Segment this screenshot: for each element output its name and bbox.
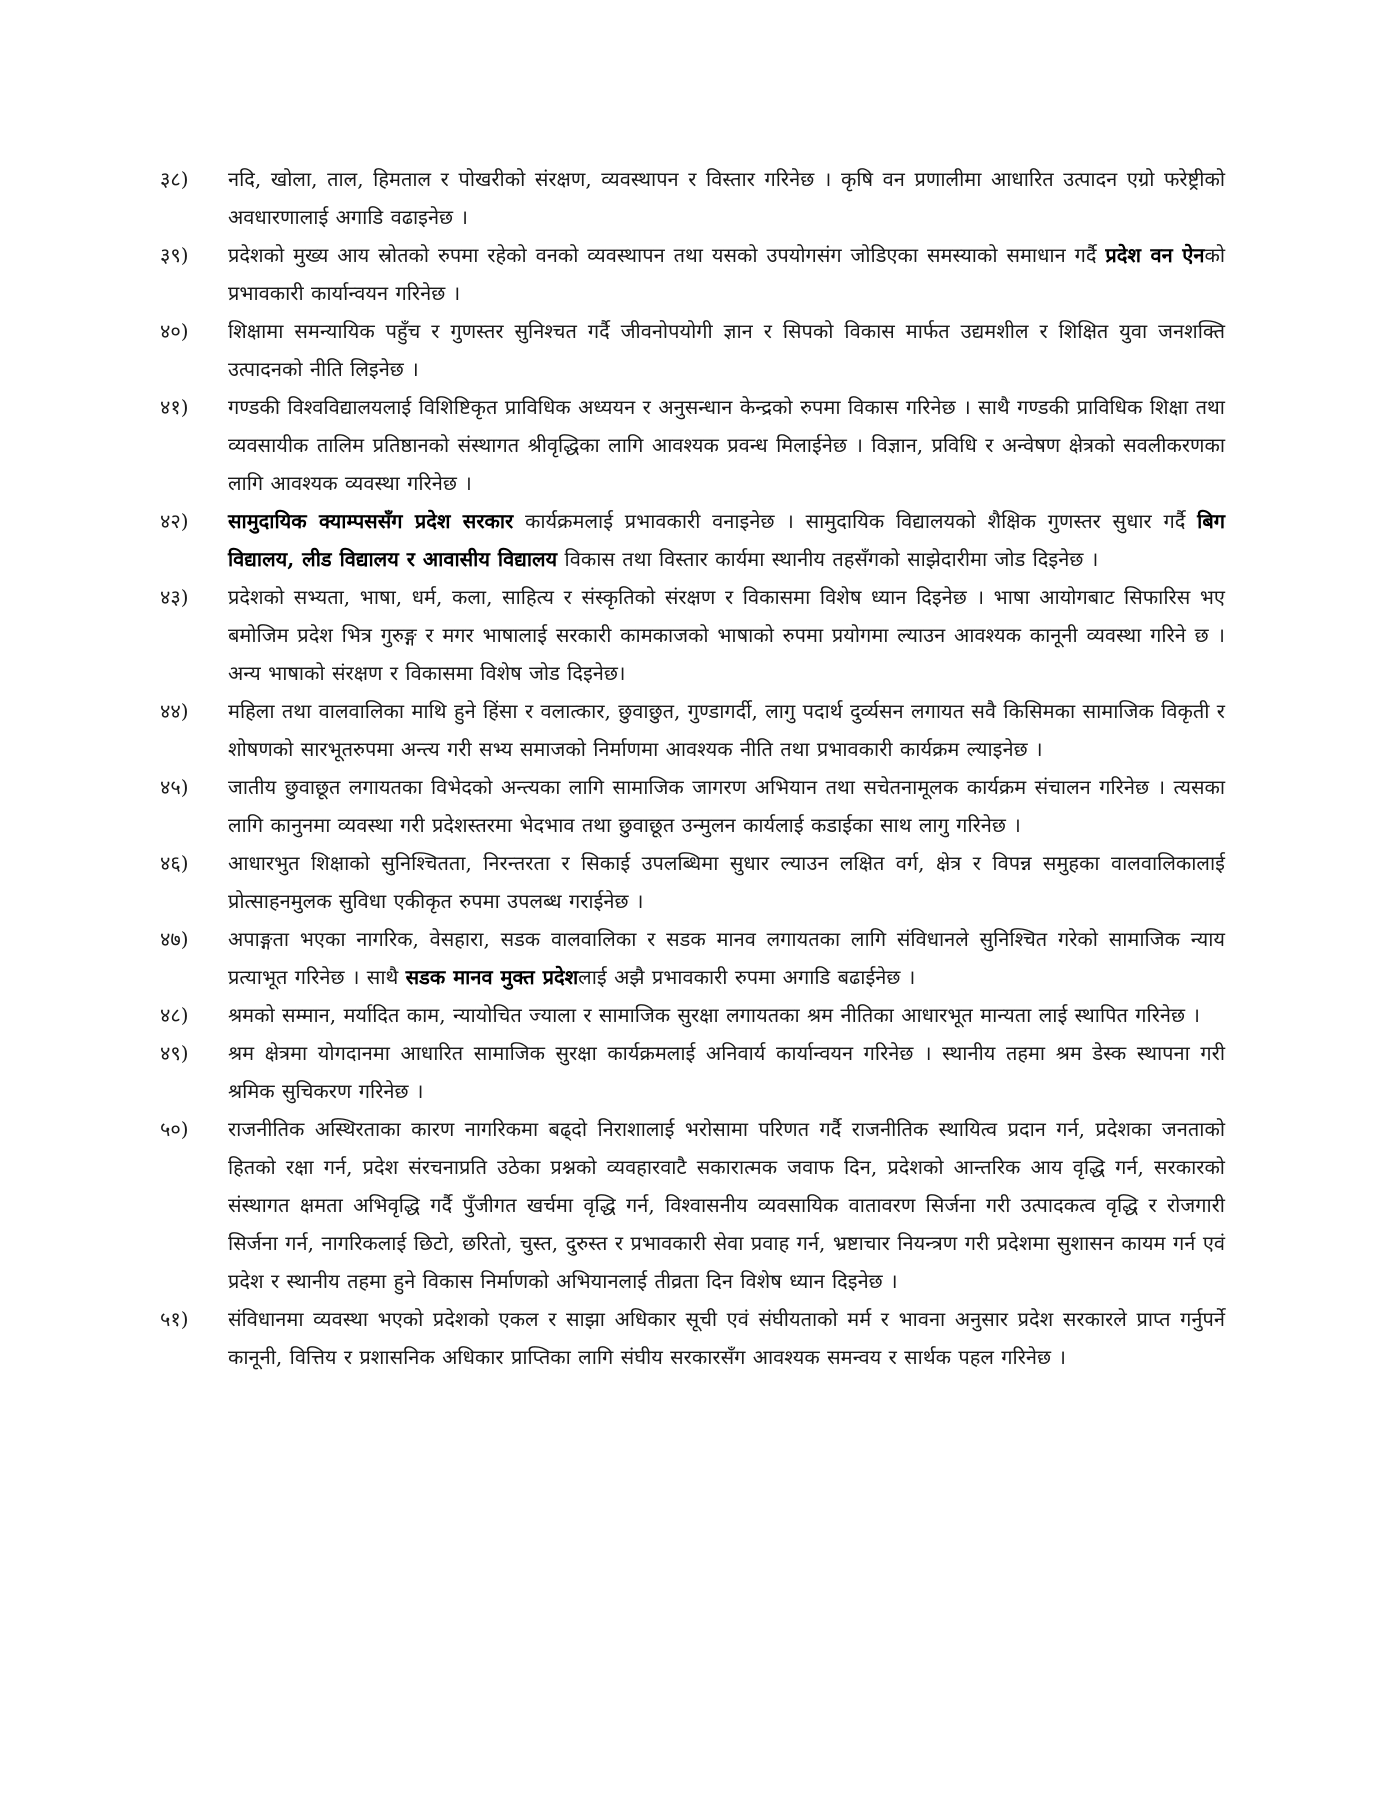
item-number: ४२): [160, 509, 189, 533]
text-segment: अपाङ्गता भएका नागरिक, वेसहारा, सडक वालवालिका र सडक मानव लगायतका लागि संविधानले सुनिश्चित गरेको सामाजिक न्याय प्रत्याभूत गरिनेछ । साथै: [228, 927, 1225, 989]
list-item: [160, 312, 1225, 388]
bold-phrase: सडक मानव मुक्त प्रदेश: [405, 965, 579, 989]
item-text: [228, 692, 1225, 768]
text-segment: लाई अझै प्रभावकारी रुपमा अगाडि बढाईनेछ ।: [578, 965, 916, 989]
item-number: ४४): [160, 699, 189, 723]
item-text: [228, 160, 1225, 236]
bold-phrase: सामुदायिक क्याम्पससँग प्रदेश सरकार: [228, 509, 514, 533]
item-number: ४७): [160, 927, 189, 951]
item-text: [228, 768, 1225, 844]
text-segment: श्रम क्षेत्रमा योगदानमा आधारित सामाजिक सुरक्षा कार्यक्रमलाई अनिवार्य कार्यान्वयन गरिनेछ । स्थानीय तहमा श्रम डेस्क स्थापना गरी श्रमिक सुचिकरण गरिनेछ ।: [228, 1041, 1225, 1103]
item-text: [228, 1110, 1225, 1300]
text-segment: राजनीतिक अस्थिरताका कारण नागरिकमा बढ्दो निराशालाई भरोसामा परिणत गर्दै राजनीतिक स्थायित्व प्रदान गर्न, प्रदेशका जनताको हितको रक्षा गर्न, प्रदेश संरचनाप्रति उठेका प्रश्नको व्यवहारवाटै सकारात्मक जवाफ दिन, प्रदेशको आन्तरिक आय वृद्धि गर्न, सरकारको संस्थागत क्षमता अभिवृद्धि गर्दै पुँजीगत खर्चमा वृद्धि गर्न, विश्वासनीय व्यवसायिक वातावरण सिर्जना गरी उत्पादकत्व वृद्धि र रोजगारी सिर्जना गर्न, नागरिकलाई छिटो, छरितो, चुस्त, दुरुस्त र प्रभावकारी सेवा प्रवाह गर्न, भ्रष्टाचार नियन्त्रण गरी प्रदेशमा सुशासन कायम गर्न एवं प्रदेश र स्थानीय तहमा हुने विकास निर्माणको अभियानलाई तीव्रता दिन विशेष ध्यान दिइनेछ ।: [228, 1117, 1225, 1293]
item-number: ५०): [160, 1117, 189, 1141]
item-number: ४५): [160, 775, 189, 799]
text-segment: कार्यक्रमलाई प्रभावकारी वनाइनेछ । सामुदायिक विद्यालयको शैक्षिक गुणस्तर सुधार गर्दै: [513, 509, 1198, 533]
list-item: [160, 768, 1225, 844]
list-item: [160, 236, 1225, 312]
list-item: [160, 578, 1225, 692]
item-text: [228, 1034, 1225, 1110]
bold-phrase: बिग विद्यालय, लीड विद्यालय र आवासीय विद्यालय: [228, 509, 1226, 571]
item-text: [228, 388, 1225, 502]
item-text: [228, 312, 1225, 388]
text-segment: श्रमको सम्मान, मर्यादित काम, न्यायोचित ज्याला र सामाजिक सुरक्षा लगायतका श्रम नीतिका आधारभूत मान्यता लाई स्थापित गरिनेछ ।: [228, 1003, 1200, 1027]
list-item: [160, 844, 1225, 920]
text-segment: विकास तथा विस्तार कार्यमा स्थानीय तहसँगको साझेदारीमा जोड दिइनेछ ।: [557, 547, 1099, 571]
item-number: ४९): [160, 1041, 189, 1065]
item-number: ४०): [160, 319, 189, 343]
list-item: [160, 388, 1225, 502]
item-number: ४८): [160, 1003, 189, 1027]
item-number: ५१): [160, 1307, 189, 1331]
item-text: [228, 1300, 1225, 1376]
text-segment: शिक्षामा समन्यायिक पहुँच र गुणस्तर सुनिश्चत गर्दै जीवनोपयोगी ज्ञान र सिपको विकास मार्फत उद्यमशील र शिक्षित युवा जनशक्ति उत्पादनको नीति लिइनेछ ।: [228, 319, 1225, 381]
item-number: ४६): [160, 851, 189, 875]
item-text: [228, 502, 1225, 578]
text-segment: प्रदेशको सभ्यता, भाषा, धर्म, कला, साहित्य र संस्कृतिको संरक्षण र विकासमा विशेष ध्यान दिइनेछ । भाषा आयोगबाट सिफारिस भए बमोजिम प्रदेश भित्र गुरुङ्ग र मगर भाषालाई सरकारी कामकाजको भाषाको रुपमा प्रयोगमा ल्याउन आवश्यक कानूनी व्यवस्था गरिने छ । अन्य भाषाको संरक्षण र विकासमा विशेष जोड दिइनेछ।: [228, 585, 1225, 685]
item-text: [228, 578, 1225, 692]
text-segment: प्रदेशको मुख्य आय स्रोतको रुपमा रहेको वनको व्यवस्थापन तथा यसको उपयोगसंग जोडिएका समस्याको समाधान गर्दै: [228, 243, 1106, 267]
item-number: ४१): [160, 395, 189, 419]
list-item: [160, 692, 1225, 768]
item-number: ३८): [160, 167, 189, 191]
item-number: ४३): [160, 585, 189, 609]
item-text: [228, 844, 1225, 920]
numbered-paragraph-list: [160, 160, 1225, 1376]
text-segment: संविधानमा व्यवस्था भएको प्रदेशको एकल र साझा अधिकार सूची एवं संघीयताको मर्म र भावना अनुसार प्रदेश सरकारले प्राप्त गर्नुपर्ने कानूनी, वित्तिय र प्रशासनिक अधिकार प्राप्तिका लागि संघीय सरकारसँग आवश्यक समन्वय र सार्थक पहल गरिनेछ ।: [228, 1307, 1225, 1369]
list-item: [160, 920, 1225, 996]
text-segment: महिला तथा वालवालिका माथि हुने हिंसा र वलात्कार, छुवाछुत, गुण्डागर्दी, लागु पदार्थ दुर्व्यसन लगायत सवै किसिमका सामाजिक विकृती र शोषणको सारभूतरुपमा अन्त्य गरी सभ्य समाजको निर्माणमा आवश्यक नीति तथा प्रभावकारी कार्यक्रम ल्याइनेछ ।: [228, 699, 1225, 761]
text-segment: गण्डकी विश्वविद्यालयलाई विशिष्टिकृत प्राविधिक अध्ययन र अनुसन्धान केन्द्रको रुपमा विकास गरिनेछ । साथै गण्डकी प्राविधिक शिक्षा तथा व्यवसायीक तालिम प्रतिष्ठानको संस्थागत श्रीवृद्धिका लागि आवश्यक प्रवन्ध मिलाईनेछ । विज्ञान, प्रविधि र अन्वेषण क्षेत्रको सवलीकरणका लागि आवश्यक व्यवस्था गरिनेछ ।: [228, 395, 1225, 495]
list-item: [160, 160, 1225, 236]
bold-phrase: प्रदेश वन ऐन: [1105, 243, 1205, 267]
text-segment: को प्रभावकारी कार्यान्वयन गरिनेछ ।: [228, 243, 1226, 305]
item-text: [228, 236, 1225, 312]
text-segment: जातीय छुवाछूत लगायतका विभेदको अन्त्यका लागि सामाजिक जागरण अभियान तथा सचेतनामूलक कार्यक्रम संचालन गरिनेछ । त्यसका लागि कानुनमा व्यवस्था गरी प्रदेशस्तरमा भेदभाव तथा छुवाछूत उन्मुलन कार्यलाई कडाईका साथ लागु गरिनेछ ।: [228, 775, 1225, 837]
list-item: [160, 502, 1225, 578]
list-item: [160, 1110, 1225, 1300]
item-text: [228, 996, 1225, 1034]
list-item: [160, 996, 1225, 1034]
item-number: ३९): [160, 243, 189, 267]
item-text: [228, 920, 1225, 996]
list-item: [160, 1034, 1225, 1110]
text-segment: आधारभुत शिक्षाको सुनिश्चितता, निरन्तरता र सिकाई उपलब्धिमा सुधार ल्याउन लक्षित वर्ग, क्षेत्र र विपन्न समुहका वालवालिकालाई प्रोत्साहनमुलक सुविधा एकीकृत रुपमा उपलब्ध गराईनेछ ।: [228, 851, 1225, 913]
list-item: [160, 1300, 1225, 1376]
text-segment: नदि, खोला, ताल, हिमताल र पोखरीको संरक्षण, व्यवस्थापन र विस्तार गरिनेछ । कृषि वन प्रणालीमा आधारित उत्पादन एग्रो फरेष्ट्रीको अवधारणालाई अगाडि वढाइनेछ ।: [228, 167, 1225, 229]
